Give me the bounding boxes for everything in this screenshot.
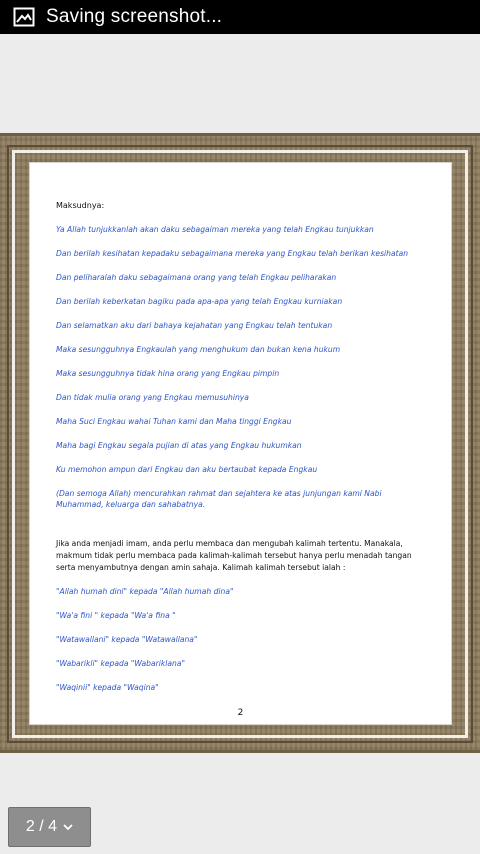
doa-line: Dan berilah keberkatan bagiku pada apa-apa yang telah Engkau kurniakan — [56, 297, 343, 306]
status-text: Saving screenshot... — [46, 6, 223, 27]
doa-line: Maka sesungguhnya Engkaulah yang menghukum dan bukan kena hukum — [56, 345, 341, 354]
replacement-line: "Wabarikli" kepada "Wabariklana" — [56, 659, 185, 668]
doa-line: Maka sesungguhnya tidak hina orang yang Engkau pimpin — [56, 369, 280, 378]
chevron-down-icon — [63, 822, 73, 832]
image-icon — [12, 5, 36, 29]
doa-line: Maha Suci Engkau wahai Tuhan kami dan Maha tinggi Engkau — [56, 417, 292, 426]
doa-line: Ya Allah tunjukkanlah akan daku sebagaiman mereka yang telah Engkau tunjukkan — [56, 225, 374, 234]
doa-line: Ku memohon ampun dari Engkau dan aku bertaubat kepada Engkau — [56, 465, 318, 474]
doa-line: (Dan semoga Allah) mencurahkan rahmat dan sejahtera ke atas junjungan kami Nabi Muhammad, keluarga dan sahabatnya. — [56, 489, 382, 509]
replacement-line: "Waqinii" kepada "Waqina" — [56, 683, 159, 692]
page-indicator-button[interactable] — [8, 807, 91, 847]
doa-line: Dan peliharalah daku sebagaimana orang yang telah Engkau peliharakan — [56, 273, 337, 282]
page-number: 2 — [237, 708, 244, 718]
doa-line: Dan tidak mulia orang yang Engkau memusuhinya — [56, 393, 249, 402]
page-indicator-label: 2 / 4 — [25, 818, 58, 835]
replacement-line: "Allah humah dini" kepada "Allah humah dina" — [56, 587, 234, 596]
replacement-line: "Watawallani" kepada "Watawallana" — [56, 635, 198, 644]
document-page[interactable] — [30, 163, 451, 724]
instruction-paragraph: Jika anda menjadi imam, anda perlu membaca dan mengubah kalimah tertentu. Manakala, makmum tidak perlu membaca pada kalimah-kalimah tersebut hanya perlu menadah tangan serta menyambutnya dengan amin sahaja. Kalimah kalimah tersebut ialah : — [56, 539, 412, 572]
replacement-line: "Wa'a fini " kepada "Wa'a fina " — [56, 611, 176, 620]
status-bar — [0, 0, 480, 34]
doa-line: Dan selamatkan aku dari bahaya kejahatan yang Engkau telah tentukan — [56, 321, 333, 330]
doa-line: Maha bagi Engkau segala pujian di atas yang Engkau hukumkan — [56, 441, 302, 450]
document-heading: Maksudnya: — [56, 201, 105, 210]
doa-line: Dan berilah kesihatan kepadaku sebagaimana mereka yang Engkau telah berikan kesihatan — [56, 249, 409, 258]
